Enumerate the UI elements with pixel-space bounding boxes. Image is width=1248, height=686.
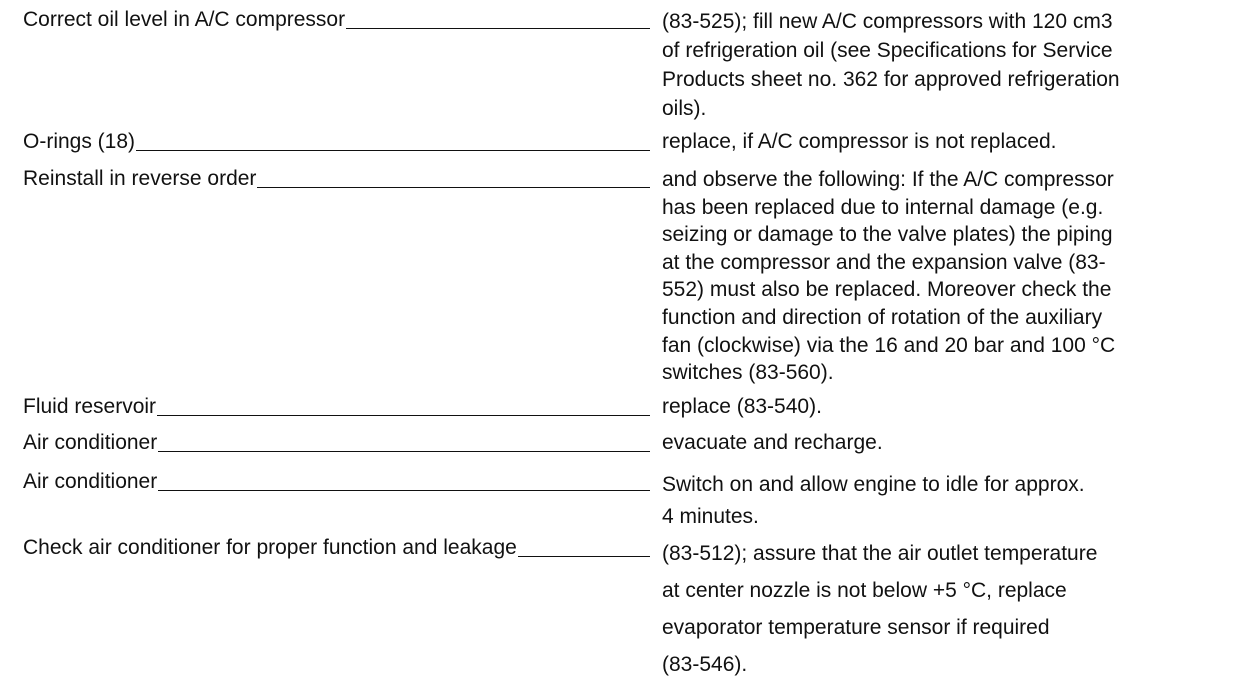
leader-line <box>158 490 650 491</box>
step-label <box>23 394 650 420</box>
step-description <box>662 430 1222 456</box>
step-description <box>662 535 1222 683</box>
step-description <box>662 394 1222 420</box>
step-description <box>662 129 1222 155</box>
description-line: 552) must also be replaced. Moreover check the <box>662 278 1112 302</box>
description-line: oils). <box>662 97 707 120</box>
step-label <box>23 129 650 155</box>
description-line: replace (83-540). <box>662 395 822 418</box>
description-line: (83-525); fill new A/C compressors with 120 cm3 <box>662 10 1113 33</box>
description-line: Switch on and allow engine to idle for approx. <box>662 473 1085 496</box>
description-line: Products sheet no. 362 for approved refrigeration <box>662 68 1120 91</box>
description-line: seizing or damage to the valve plates) the piping <box>662 223 1113 247</box>
description-line: switches (83-560). <box>662 361 834 385</box>
description-line: and observe the following: If the A/C compressor <box>662 168 1114 191</box>
description-line: function and direction of rotation of the auxiliary <box>662 305 1103 329</box>
description-line: (83-546). <box>662 653 748 676</box>
step-label <box>23 7 650 33</box>
description-line: evacuate and recharge. <box>662 431 883 454</box>
description-line: has been replaced due to internal damage (e.g. <box>662 195 1104 219</box>
step-label <box>23 430 650 456</box>
description-line: evaporator temperature sensor if required <box>662 616 1050 639</box>
step-description <box>662 7 1222 123</box>
description-line: fan (clockwise) via the 16 and 20 bar and 100 °C <box>662 333 1116 357</box>
leader-line <box>157 415 650 416</box>
description-line: at center nozzle is not below +5 °C, replace <box>662 579 1067 602</box>
step-label <box>23 166 650 192</box>
step-label-text: Fluid reservoir <box>23 395 157 418</box>
step-label <box>23 535 650 561</box>
description-line: replace, if A/C compressor is not replaced. <box>662 130 1057 153</box>
leader-line <box>257 187 650 188</box>
step-label-text: O-rings (18) <box>23 130 136 153</box>
description-line: 4 minutes. <box>662 505 759 528</box>
leader-line <box>518 556 650 557</box>
step-label-text: Check air conditioner for proper function and leakage <box>23 536 517 559</box>
leader-line <box>158 451 650 452</box>
description-line: (83-512); assure that the air outlet temperature <box>662 542 1098 565</box>
step-description <box>662 166 1222 387</box>
description-line: at the compressor and the expansion valve (83- <box>662 250 1106 274</box>
step-label <box>23 469 650 495</box>
step-label-text: Reinstall in reverse order <box>23 167 257 190</box>
description-line: of refrigeration oil (see Specifications for Service <box>662 39 1113 62</box>
leader-line <box>346 28 650 29</box>
leader-line <box>136 150 650 151</box>
step-label-text: Correct oil level in A/C compressor <box>23 8 346 31</box>
step-description <box>662 469 1222 533</box>
step-label-text: Air conditioner <box>23 431 158 454</box>
step-label-text: Air conditioner <box>23 470 158 493</box>
